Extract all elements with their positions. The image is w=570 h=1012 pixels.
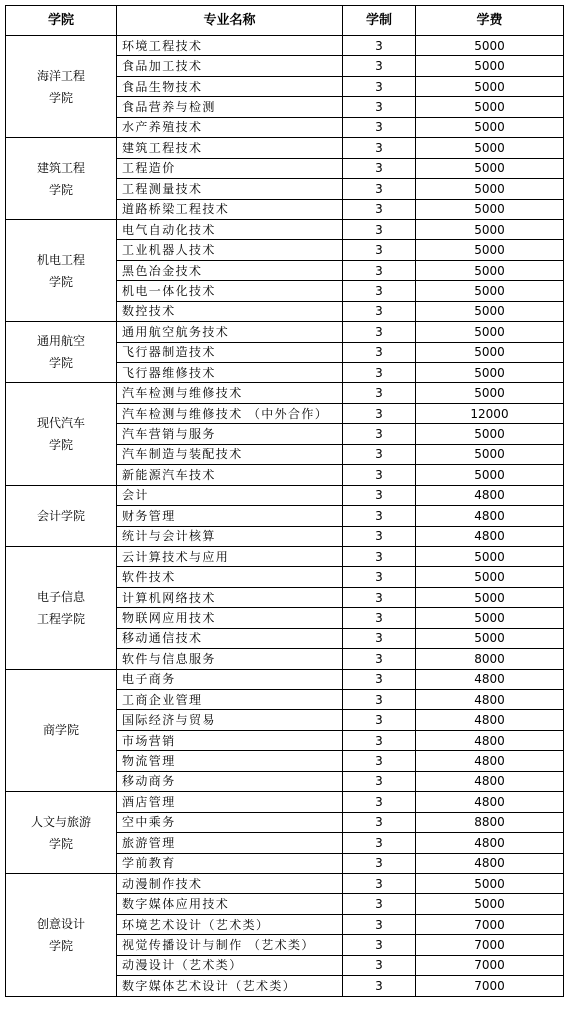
major-name-cell: 工程测量技术 (117, 179, 343, 199)
fee-cell: 4800 (416, 690, 564, 710)
major-name-cell: 机电一体化技术 (117, 281, 343, 301)
years-cell: 3 (343, 894, 416, 914)
college-name-line: 学院 (48, 836, 73, 851)
fee-cell: 5000 (416, 546, 564, 566)
major-name-cell: 会计 (117, 485, 343, 505)
fee-cell: 5000 (416, 158, 564, 178)
major-name-cell: 数字媒体应用技术 (117, 894, 343, 914)
fee-cell: 5000 (416, 56, 564, 76)
major-name-cell: 汽车检测与维修技术 （中外合作） (117, 403, 343, 423)
major-name-cell: 工程造价 (117, 158, 343, 178)
tuition-table-container (5, 5, 564, 997)
college-name-line: 人文与旅游 (30, 814, 91, 829)
years-cell: 3 (343, 117, 416, 137)
fee-cell: 5000 (416, 138, 564, 158)
fee-cell: 5000 (416, 894, 564, 914)
college-name-cell (6, 383, 117, 485)
table-row (6, 219, 564, 239)
fee-cell: 5000 (416, 199, 564, 219)
years-cell: 3 (343, 730, 416, 750)
years-cell: 3 (343, 158, 416, 178)
years-cell: 3 (343, 465, 416, 485)
fee-cell: 7000 (416, 935, 564, 955)
major-name-cell: 软件技术 (117, 567, 343, 587)
header-college: 学院 (6, 6, 117, 36)
years-cell: 3 (343, 444, 416, 464)
major-name-cell: 食品生物技术 (117, 76, 343, 96)
major-name-cell: 动漫制作技术 (117, 873, 343, 893)
fee-cell: 5000 (416, 219, 564, 239)
major-name-cell: 市场营销 (117, 730, 343, 750)
tuition-table (5, 5, 564, 997)
major-name-cell: 通用航空航务技术 (117, 322, 343, 342)
major-name-cell: 汽车营销与服务 (117, 424, 343, 444)
college-name-cell (6, 873, 117, 996)
fee-cell: 5000 (416, 179, 564, 199)
years-cell: 3 (343, 792, 416, 812)
major-name-cell: 工业机器人技术 (117, 240, 343, 260)
header-years: 学制 (343, 6, 416, 36)
years-cell: 3 (343, 669, 416, 689)
years-cell: 3 (343, 179, 416, 199)
major-name-cell: 道路桥梁工程技术 (117, 199, 343, 219)
years-cell: 3 (343, 914, 416, 934)
college-name-line: 通用航空 (36, 334, 85, 349)
major-name-cell: 数字媒体艺术设计（艺术类） (117, 976, 343, 996)
header-major: 专业名称 (117, 6, 343, 36)
fee-cell: 5000 (416, 628, 564, 648)
fee-cell: 5000 (416, 36, 564, 56)
college-name-line: 会计学院 (36, 508, 85, 523)
years-cell: 3 (343, 546, 416, 566)
fee-cell: 5000 (416, 567, 564, 587)
years-cell: 3 (343, 526, 416, 546)
college-name-line: 学院 (48, 274, 73, 289)
table-row (6, 322, 564, 342)
fee-cell: 5000 (416, 117, 564, 137)
college-name-line: 电子信息 (36, 589, 85, 604)
years-cell: 3 (343, 36, 416, 56)
fee-cell: 8000 (416, 649, 564, 669)
college-name-line: 创意设计 (36, 916, 85, 931)
years-cell: 3 (343, 76, 416, 96)
college-name-cell (6, 669, 117, 792)
fee-cell: 5000 (416, 322, 564, 342)
years-cell: 3 (343, 240, 416, 260)
header-row (6, 6, 564, 36)
fee-cell: 5000 (416, 444, 564, 464)
years-cell: 3 (343, 873, 416, 893)
major-name-cell: 软件与信息服务 (117, 649, 343, 669)
table-row (6, 546, 564, 566)
fee-cell: 4800 (416, 792, 564, 812)
fee-cell: 5000 (416, 465, 564, 485)
major-name-cell: 环境工程技术 (117, 36, 343, 56)
fee-cell: 4800 (416, 730, 564, 750)
fee-cell: 7000 (416, 976, 564, 996)
major-name-cell: 物联网应用技术 (117, 608, 343, 628)
years-cell: 3 (343, 690, 416, 710)
fee-cell: 5000 (416, 587, 564, 607)
fee-cell: 7000 (416, 955, 564, 975)
fee-cell: 5000 (416, 608, 564, 628)
major-name-cell: 汽车制造与装配技术 (117, 444, 343, 464)
fee-cell: 8800 (416, 812, 564, 832)
years-cell: 3 (343, 424, 416, 444)
major-name-cell: 电气自动化技术 (117, 219, 343, 239)
table-row (6, 792, 564, 812)
years-cell: 3 (343, 199, 416, 219)
fee-cell: 4800 (416, 710, 564, 730)
college-name-line: 海洋工程 (36, 68, 85, 83)
years-cell: 3 (343, 260, 416, 280)
major-name-cell: 旅游管理 (117, 833, 343, 853)
fee-cell: 5000 (416, 76, 564, 96)
major-name-cell: 食品营养与检测 (117, 97, 343, 117)
fee-cell: 5000 (416, 240, 564, 260)
major-name-cell: 视觉传播设计与制作 （艺术类） (117, 935, 343, 955)
years-cell: 3 (343, 342, 416, 362)
major-name-cell: 新能源汽车技术 (117, 465, 343, 485)
years-cell: 3 (343, 567, 416, 587)
fee-cell: 12000 (416, 403, 564, 423)
years-cell: 3 (343, 322, 416, 342)
college-name-cell (6, 322, 117, 383)
major-name-cell: 数控技术 (117, 301, 343, 321)
table-row (6, 138, 564, 158)
fee-cell: 4800 (416, 771, 564, 791)
table-row (6, 873, 564, 893)
college-name-cell (6, 219, 117, 321)
years-cell: 3 (343, 649, 416, 669)
fee-cell: 7000 (416, 914, 564, 934)
college-name-cell (6, 138, 117, 220)
table-row (6, 36, 564, 56)
college-name-line: 学院 (48, 938, 73, 953)
college-name-line: 工程学院 (36, 611, 85, 626)
major-name-cell: 移动商务 (117, 771, 343, 791)
major-name-cell: 统计与会计核算 (117, 526, 343, 546)
table-row (6, 485, 564, 505)
fee-cell: 5000 (416, 301, 564, 321)
major-name-cell: 水产养殖技术 (117, 117, 343, 137)
fee-cell: 5000 (416, 97, 564, 117)
major-name-cell: 黑色冶金技术 (117, 260, 343, 280)
major-name-cell: 物流管理 (117, 751, 343, 771)
fee-cell: 4800 (416, 485, 564, 505)
years-cell: 3 (343, 97, 416, 117)
years-cell: 3 (343, 935, 416, 955)
major-name-cell: 学前教育 (117, 853, 343, 873)
years-cell: 3 (343, 56, 416, 76)
fee-cell: 4800 (416, 751, 564, 771)
college-name-line: 商学院 (42, 723, 79, 738)
major-name-cell: 汽车检测与维修技术 (117, 383, 343, 403)
college-name-line: 学院 (48, 438, 73, 453)
major-name-cell: 环境艺术设计（艺术类） (117, 914, 343, 934)
fee-cell: 4800 (416, 833, 564, 853)
years-cell: 3 (343, 587, 416, 607)
major-name-cell: 电子商务 (117, 669, 343, 689)
fee-cell: 4800 (416, 506, 564, 526)
years-cell: 3 (343, 138, 416, 158)
college-name-line: 现代汽车 (36, 416, 85, 431)
fee-cell: 5000 (416, 363, 564, 383)
fee-cell: 5000 (416, 281, 564, 301)
college-name-line: 学院 (48, 356, 73, 371)
years-cell: 3 (343, 976, 416, 996)
college-name-cell (6, 36, 117, 138)
major-name-cell: 云计算技术与应用 (117, 546, 343, 566)
major-name-cell: 空中乘务 (117, 812, 343, 832)
major-name-cell: 计算机网络技术 (117, 587, 343, 607)
years-cell: 3 (343, 812, 416, 832)
years-cell: 3 (343, 710, 416, 730)
college-name-cell (6, 485, 117, 546)
college-name-line: 学院 (48, 182, 73, 197)
fee-cell: 5000 (416, 383, 564, 403)
years-cell: 3 (343, 281, 416, 301)
college-name-cell (6, 546, 117, 669)
table-row (6, 383, 564, 403)
years-cell: 3 (343, 301, 416, 321)
fee-cell: 5000 (416, 873, 564, 893)
college-name-cell (6, 792, 117, 874)
years-cell: 3 (343, 403, 416, 423)
years-cell: 3 (343, 506, 416, 526)
table-body (6, 36, 564, 997)
years-cell: 3 (343, 751, 416, 771)
years-cell: 3 (343, 485, 416, 505)
major-name-cell: 财务管理 (117, 506, 343, 526)
major-name-cell: 工商企业管理 (117, 690, 343, 710)
years-cell: 3 (343, 955, 416, 975)
college-name-line: 机电工程 (36, 252, 85, 267)
fee-cell: 4800 (416, 526, 564, 546)
major-name-cell: 国际经济与贸易 (117, 710, 343, 730)
major-name-cell: 动漫设计（艺术类） (117, 955, 343, 975)
college-name-line: 建筑工程 (36, 160, 85, 175)
college-name-line: 学院 (48, 90, 73, 105)
years-cell: 3 (343, 771, 416, 791)
major-name-cell: 移动通信技术 (117, 628, 343, 648)
fee-cell: 5000 (416, 424, 564, 444)
fee-cell: 5000 (416, 342, 564, 362)
fee-cell: 5000 (416, 260, 564, 280)
header-fee: 学费 (416, 6, 564, 36)
fee-cell: 4800 (416, 853, 564, 873)
table-row (6, 669, 564, 689)
years-cell: 3 (343, 608, 416, 628)
major-name-cell: 酒店管理 (117, 792, 343, 812)
major-name-cell: 飞行器维修技术 (117, 363, 343, 383)
major-name-cell: 飞行器制造技术 (117, 342, 343, 362)
years-cell: 3 (343, 628, 416, 648)
years-cell: 3 (343, 383, 416, 403)
years-cell: 3 (343, 833, 416, 853)
major-name-cell: 建筑工程技术 (117, 138, 343, 158)
major-name-cell: 食品加工技术 (117, 56, 343, 76)
years-cell: 3 (343, 219, 416, 239)
years-cell: 3 (343, 853, 416, 873)
fee-cell: 4800 (416, 669, 564, 689)
years-cell: 3 (343, 363, 416, 383)
